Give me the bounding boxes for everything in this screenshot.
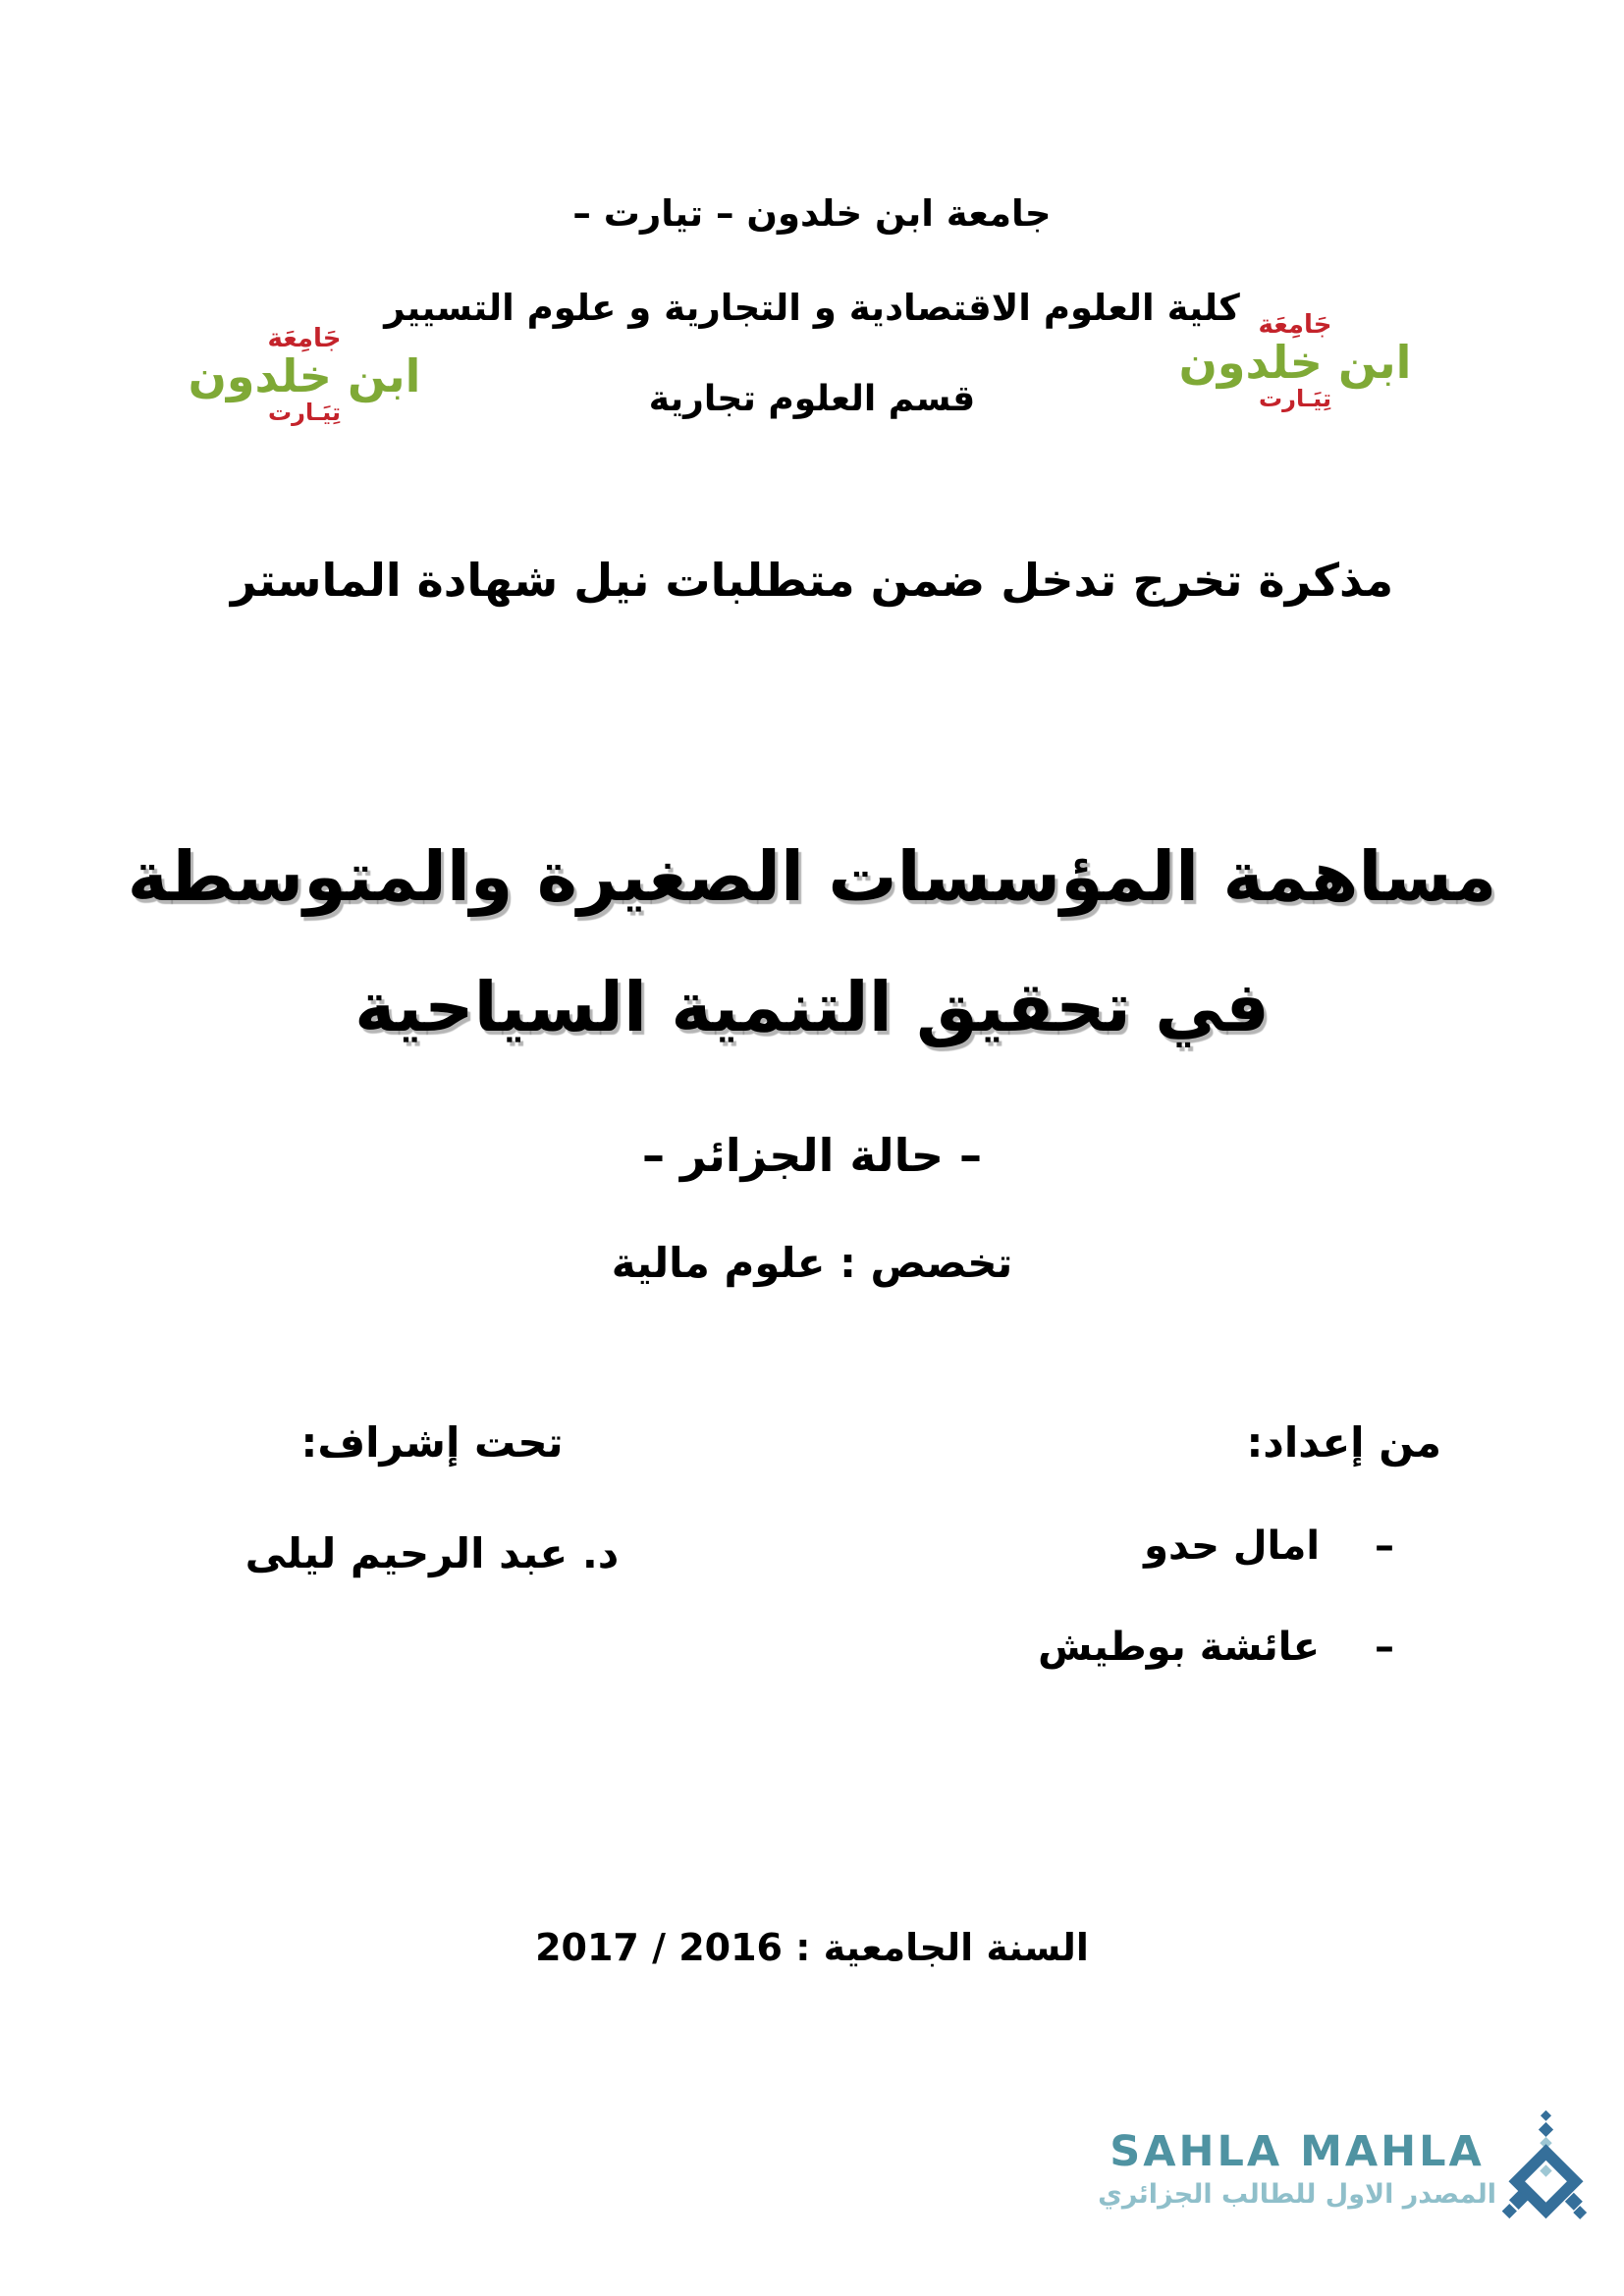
dash-bullet-icon: – [1375, 1625, 1394, 1670]
faculty-name-line: كلية العلوم الاقتصادية و التجارية و علوم التسيير [384, 287, 1240, 329]
university-logo-left [182, 326, 427, 425]
thesis-title-line2: في تحقيق التنمية السياحية [354, 967, 1270, 1047]
dash-bullet-icon: – [1375, 1523, 1394, 1569]
memo-requirement-line: مذكرة تخرج تدخل ضمن متطلبات نيل شهادة الماستر [230, 554, 1394, 607]
supervised-by-label: تحت إشراف: [300, 1418, 564, 1467]
academic-year-line: السنة الجامعية : 2016 / 2017 [535, 1926, 1089, 1969]
logo-bottom-text: تِيَـارت [268, 398, 341, 426]
specialization-line: تخصص : علوم مالية [611, 1239, 1013, 1287]
author-name: عائشة بوطيش [1038, 1625, 1321, 1670]
prepared-by-label: من إعداد: [1246, 1418, 1441, 1467]
sahla-mahla-text-block [1098, 2127, 1496, 2210]
logo-bottom-text: تِيَـارت [1259, 384, 1331, 412]
university-logo-right [1172, 312, 1418, 411]
logo-top-text: جَامِعَة [1258, 310, 1332, 340]
logo-top-text: جَامِعَة [267, 324, 342, 353]
sahla-mahla-tagline: المصدر الاول للطالب الجزائري [1098, 2179, 1496, 2210]
university-name-line: جامعة ابن خلدون – تيارت – [572, 192, 1052, 235]
case-study-line: – حالة الجزائر – [641, 1129, 983, 1182]
sahla-mahla-watermark [1098, 2110, 1589, 2230]
author-list-item [1144, 1523, 1394, 1569]
logo-middle-text: ابن خلدون [188, 349, 421, 403]
author-name: امال حدو [1144, 1523, 1321, 1569]
department-name-line: قسم العلوم تجارية [648, 379, 976, 419]
thesis-title-line1: مساهمة المؤسسات الصغيرة والمتوسطة [127, 836, 1497, 917]
author-list-item [1038, 1625, 1394, 1670]
sahla-mahla-emblem-icon [1502, 2110, 1589, 2230]
supervisor-name: د. عبد الرحيم ليلى [244, 1529, 620, 1577]
logo-middle-text: ابن خلدون [1178, 336, 1412, 390]
sahla-mahla-brand: SAHLA MAHLA [1110, 2127, 1485, 2176]
